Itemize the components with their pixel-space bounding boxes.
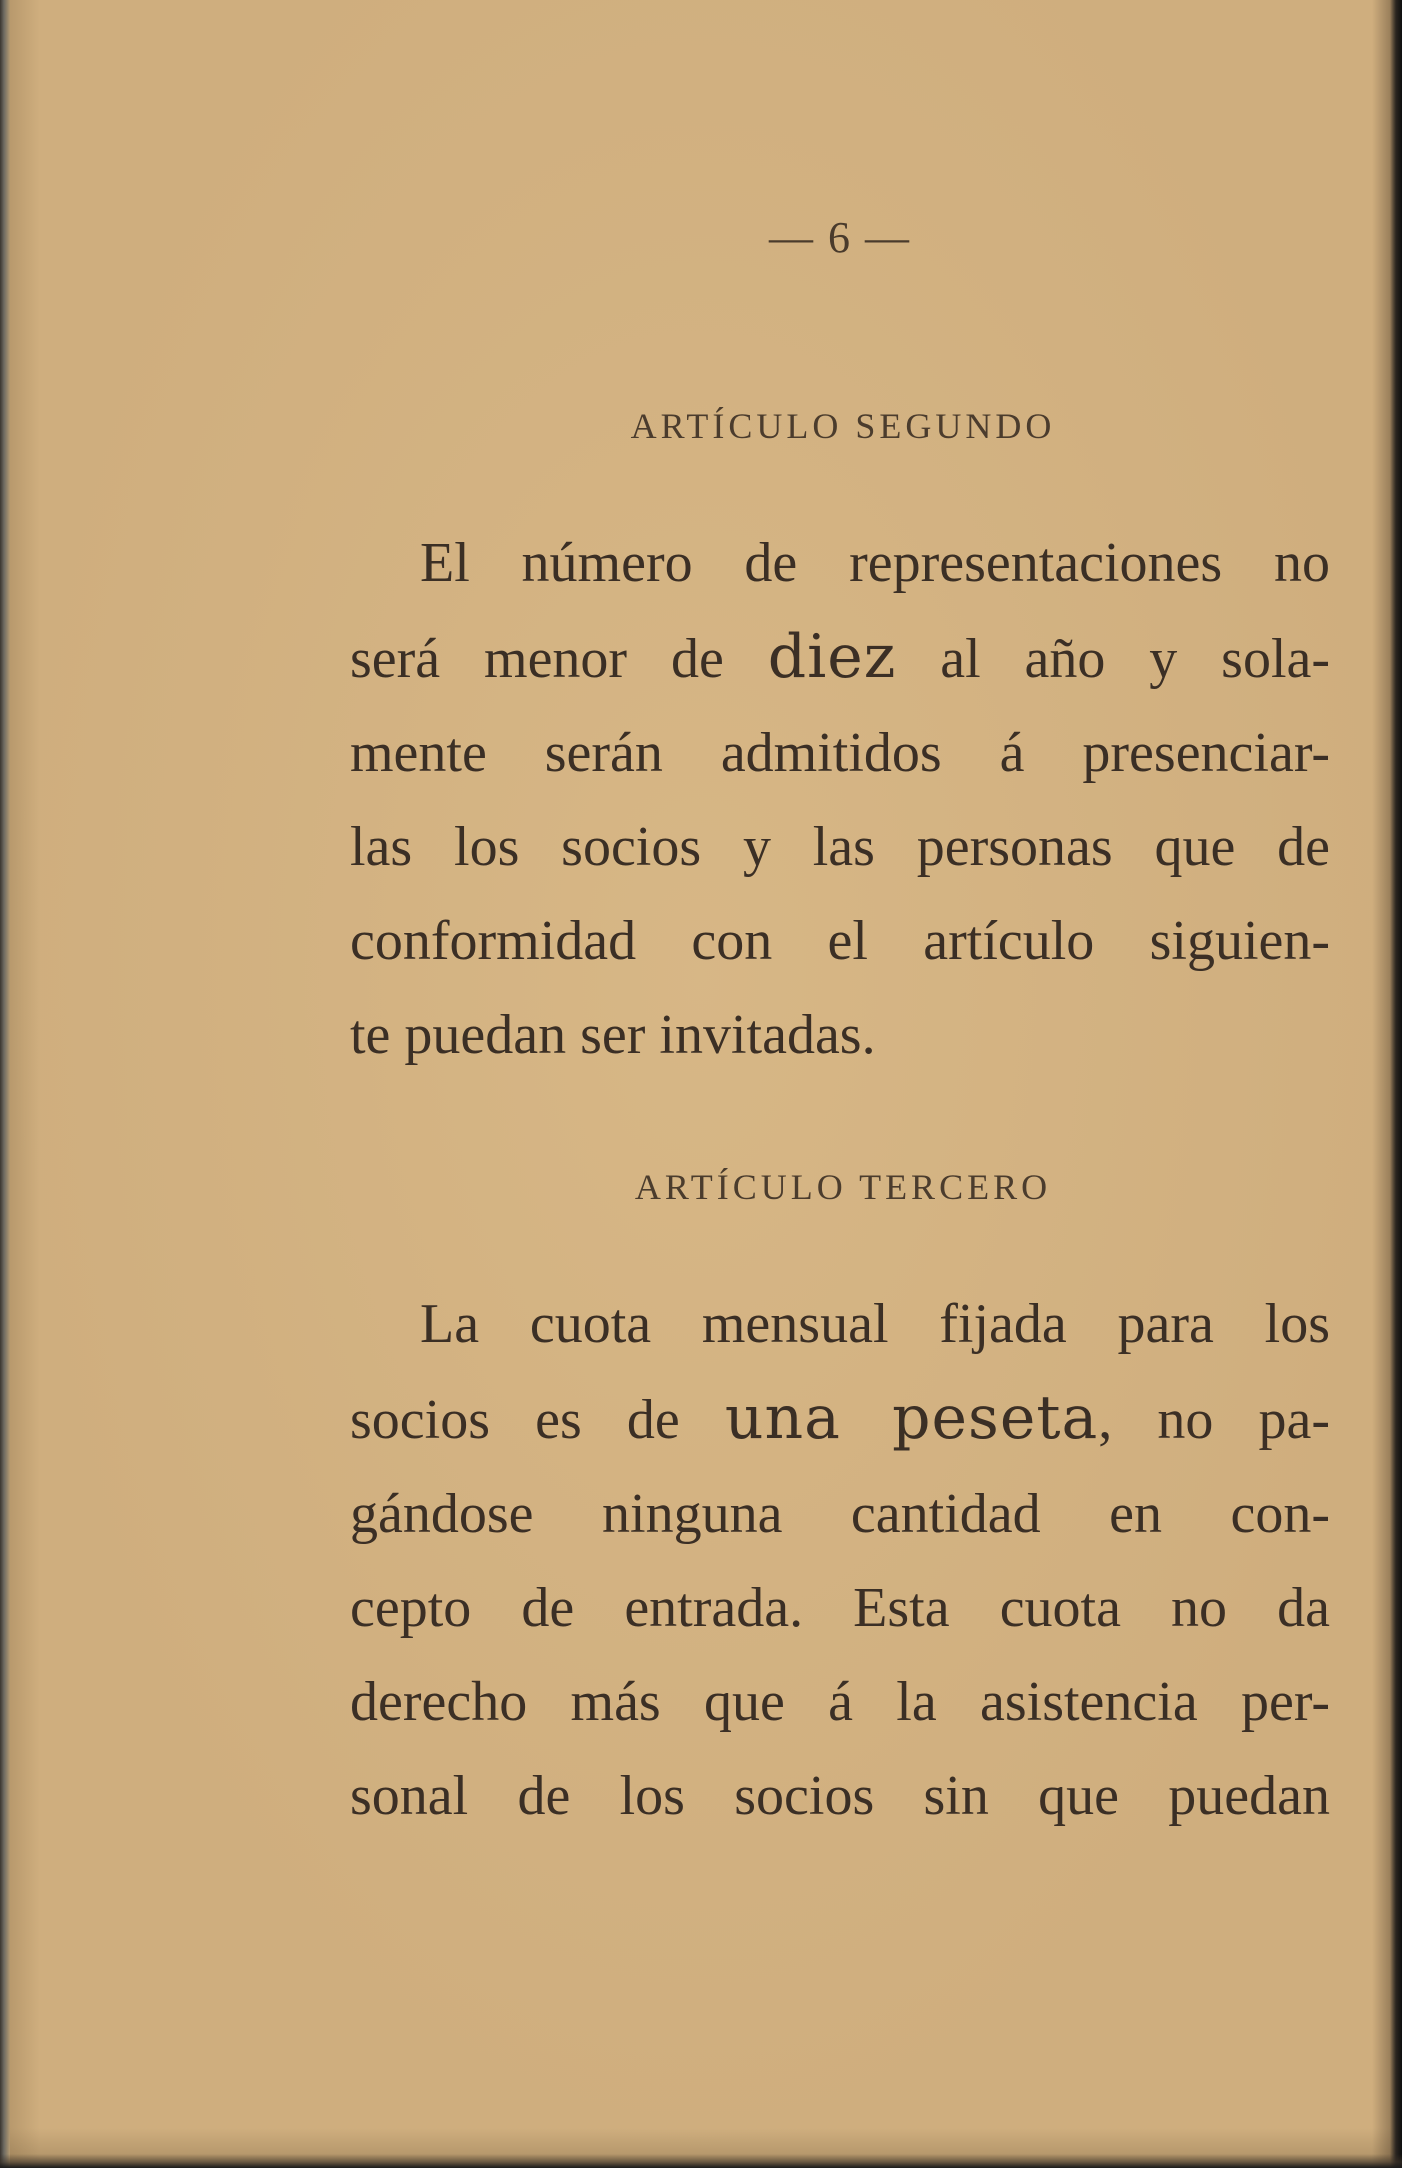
page-number: — 6 — bbox=[769, 213, 911, 262]
article-segundo-paragraph bbox=[350, 516, 1330, 1082]
emphasized-word: una peseta bbox=[724, 1383, 1099, 1453]
paragraph-line: conformidad con el artículo siguien- bbox=[350, 910, 1330, 972]
page-left-edge bbox=[0, 0, 10, 2168]
page-right-edge bbox=[1390, 0, 1402, 2168]
article-tercero-paragraph bbox=[350, 1277, 1330, 1843]
paragraph-line: sonal de los socios sin que puedan bbox=[350, 1765, 1330, 1827]
paragraph-line: será menor de diez al año y sola- bbox=[350, 622, 1331, 692]
paragraph-line: derecho más que á la asistencia per- bbox=[350, 1671, 1330, 1733]
paragraph-line: las los socios y las personas que de bbox=[350, 816, 1330, 878]
paragraph-line: gándose ninguna cantidad en con- bbox=[350, 1483, 1330, 1545]
paragraph-line: cepto de entrada. Esta cuota no da bbox=[350, 1577, 1330, 1639]
article-heading-segundo: ARTÍCULO SEGUNDO bbox=[630, 406, 1056, 446]
paragraph-line: El número de representaciones no bbox=[420, 532, 1330, 594]
paragraph-line: La cuota mensual fijada para los bbox=[420, 1293, 1330, 1355]
paragraph-line: mente serán admitidos á presenciar- bbox=[350, 722, 1330, 784]
page-bottom-edge bbox=[0, 2154, 1402, 2168]
emphasized-word: diez bbox=[767, 622, 897, 692]
paragraph-line: socios es de una peseta, no pa- bbox=[350, 1383, 1330, 1453]
paragraph-line: te puedan ser invitadas. bbox=[350, 1004, 876, 1066]
article-heading-tercero: ARTÍCULO TERCERO bbox=[634, 1167, 1052, 1207]
